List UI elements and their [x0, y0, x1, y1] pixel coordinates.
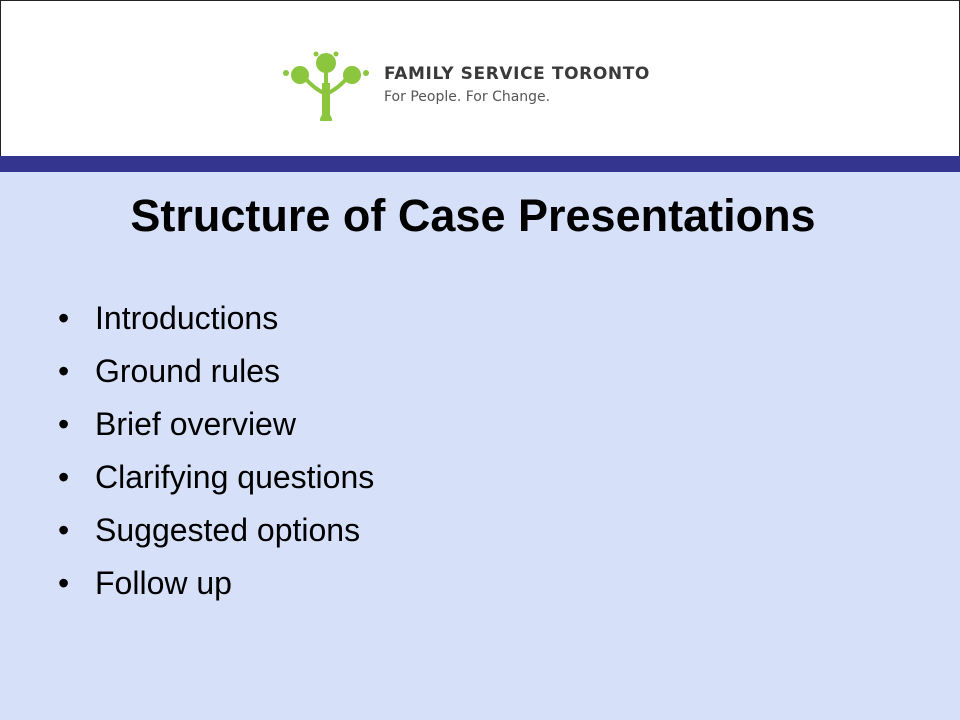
bullet-icon: •: [58, 512, 70, 548]
bullet-text: Suggested options: [95, 512, 361, 548]
header-divider-band: [0, 156, 960, 172]
green-tree-people-icon: [276, 49, 376, 124]
bullet-list: [58, 296, 374, 614]
bullet-text: Follow up: [95, 565, 232, 601]
logo: [276, 49, 706, 124]
bullet-icon: •: [58, 459, 70, 495]
org-name: FAMILY SERVICE TORONTO: [384, 64, 650, 84]
list-item: [58, 508, 374, 561]
bullet-text: Clarifying questions: [95, 459, 375, 495]
list-item: [58, 296, 374, 349]
list-item: [58, 561, 374, 614]
bullet-icon: •: [58, 406, 70, 442]
list-item: [58, 455, 374, 508]
org-tagline: For People. For Change.: [384, 89, 551, 105]
bullet-icon: •: [58, 353, 70, 389]
list-item: [58, 349, 374, 402]
header: [0, 0, 960, 156]
bullet-text: Ground rules: [95, 353, 280, 389]
bullet-icon: •: [58, 300, 70, 336]
list-item: [58, 402, 374, 455]
bullet-text: Brief overview: [95, 406, 296, 442]
bullet-text: Introductions: [95, 300, 279, 336]
bullet-icon: •: [58, 565, 70, 601]
slide-title: Structure of Case Presentations: [130, 190, 816, 241]
